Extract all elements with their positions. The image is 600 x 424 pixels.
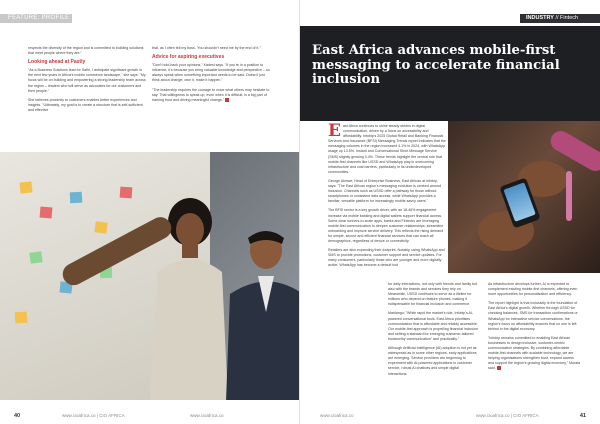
end-mark-icon	[497, 366, 501, 370]
section-tab-industry	[520, 14, 600, 23]
paragraph-text: "Infobip remains committed to enabling East African businesses to design inclusive, customer-centric communication strategies. By combining affordable mobile-first channels with scalable technology, we are helping organisations strengthen trust, expand access and support the region's growing digital economy," Muraia said.	[488, 335, 580, 371]
sticky-note	[19, 181, 32, 193]
sticky-note	[120, 187, 133, 199]
footer-left: www.cioafrica.co | CIO AFRICA	[62, 413, 125, 418]
paragraph: respects the diversity of the region and is committed to building solutions that meet people where they are."	[28, 46, 144, 56]
mobile-phone-photo	[448, 121, 600, 273]
page-number: 41	[579, 413, 586, 419]
sticky-note	[15, 312, 28, 324]
left-column-1	[28, 46, 146, 117]
paragraph-text: ast Africa continues to shine steady strides in digital communication, driven by a focus on accessibility and affordability. Infobip's 2025 Global Retail and Banking Financial Services and Insurance (BFSI) Messaging Trends report indicates that the messaging volumes in the region increased 4.1% in 2024, with WhatsApp usage up 13.5%. Instant and Conversational Short Message Service (SMS) slightly growing 0.4%. These trends highlight the central role that mobile-first channels like USSD and WhatsApp play in overcoming infrastructure and cost barriers, particularly in its underdeveloped communities.	[328, 124, 446, 174]
paragraph: She believes proximity to customers enables better experiences and insights. "Ultimately, my goal is to create a structure that is self-sufficient and effective	[28, 97, 143, 112]
drop-cap: E	[328, 121, 341, 141]
section-tab-feature-profile: FEATURE: PROFILE	[0, 14, 72, 23]
right-column-2	[388, 282, 478, 381]
paragraph: for daily interactions, not only with friends and family but also with the brands and services they rely on. Meanwhile, USSD continues to serve as a lifeline for millions who depend on feature phones, making it indispensable for financial inclusion and commerce.	[388, 282, 478, 307]
page-number: 40	[14, 413, 21, 419]
paragraph: The BFSI sector is a key growth driver, with an 18.46% engagement increase via mobile banking and digital wallets support financial access. Some clear runners-to-scale apps, banks and Fintechs are leveraging mobile-first communication to deepen customer relationships, streamline onboarding and improve service delivery. This reflects the rising demand for simple, secure and efficient financial services that can reach all demographics, regardless of device or connectivity.	[328, 208, 444, 243]
sticky-note	[29, 251, 42, 264]
subheading-looking-ahead: Looking ahead at Pastly	[28, 59, 86, 66]
article-headline: East Africa advances mobile-first messaging to accelerate financial inclusion	[312, 43, 560, 88]
man-figure	[226, 222, 300, 400]
footer-right: www.cioafrica.co | CIO AFRICA	[476, 413, 539, 418]
bracelet	[566, 171, 572, 221]
end-mark-icon	[225, 98, 229, 102]
paragraph: Retailers are also expanding their footprint. Notably, using WhatsApp and SMS to provide promotions, customer support and service updates. For many consumers, particularly those who are younger and more digitally active, WhatsApp has become a default tool	[328, 248, 445, 268]
paragraph: "Don't hold back your opinions," Kadesi says. "If you're in a position to influence, it's because you bring valuable knowledge and perspective – so always speak when something important needs to be said. Doesn't just think about change; own it, make it happen."	[152, 63, 270, 83]
paragraph: As infrastructure develops further, AI is expected to complement existing mobile-first channels, offering even more opportunities for personalisation and efficiency.	[488, 282, 578, 297]
paragraph	[152, 88, 272, 103]
paragraph: Mahlangu: "While rapid the market's ride, Infobip's AI-powered conversational tools. East Africa prioritises communication that is affordable and reliably accessible. Our mobile-first approach is propelling financial inclusion and setting a standard for emerging customer-tailored trustworthy communication" and practicality."	[388, 311, 478, 341]
paragraph: Although Artificial Intelligence (AI) adoption is not yet as widespread as in some other regions, early applications are emerging. Service providers are beginning to experiment with AI-powered applications in customer service, robust AI chatbots and simple digital interactions.	[388, 346, 477, 376]
right-column-3	[488, 282, 580, 376]
footer-center: www.cioafrica.co	[190, 413, 224, 418]
paragraph: "As a Business Solutions lead for Safiri, I anticipate significant growth in the next few years in Africa's mobile commerce landscape," she says. "My focus will be on building and empowering a strong leadership team across the region – leaders who will serve as advocates for our customers and their people."	[28, 68, 146, 93]
subheading-advice: Advice for aspiring executives	[152, 54, 225, 61]
left-column-2	[152, 46, 272, 107]
paragraph: George Akinwe, Head of Enterprise Business, East African at Infobip, says: "The East African region's messaging evolution is centred around inclusion. Channels such as USSD offer a pathway for those without smartphones or consistent data access, while WhatsApp provides a familiar, versatile platform for increasingly mobile-savvy users."	[328, 178, 442, 204]
sticky-note	[94, 221, 107, 234]
sticky-note	[70, 192, 83, 204]
office-meeting-photo	[0, 152, 300, 400]
tab-bold: INDUSTRY	[526, 15, 554, 21]
tab-rest: // Fintech	[553, 15, 579, 21]
paragraph: that, as I often tell my boss, 'You shouldn't need me by the end of it.'"	[152, 46, 262, 50]
paragraph: The report highlight is that inclusivity is the foundation of East Africa's digital growth. Whether through USSD for checking balances, SMS for transaction confirmations or WhatsApp for interactive service conversations, the region's focus on affordability ensures that no one is left behind in the digital economy.	[488, 301, 578, 331]
right-column-1	[328, 121, 446, 272]
sticky-note	[40, 206, 53, 218]
right-page	[300, 0, 600, 424]
paragraph	[328, 121, 446, 175]
paragraph-text: "The leadership requires the courage to voice what others may hesitate to say. That willingness to speak up, even when it is difficult, is a big part of earning trust and driving meaningful change."	[152, 87, 270, 102]
footer-center: www.cioafrica.co	[320, 413, 354, 418]
paragraph	[488, 336, 580, 372]
